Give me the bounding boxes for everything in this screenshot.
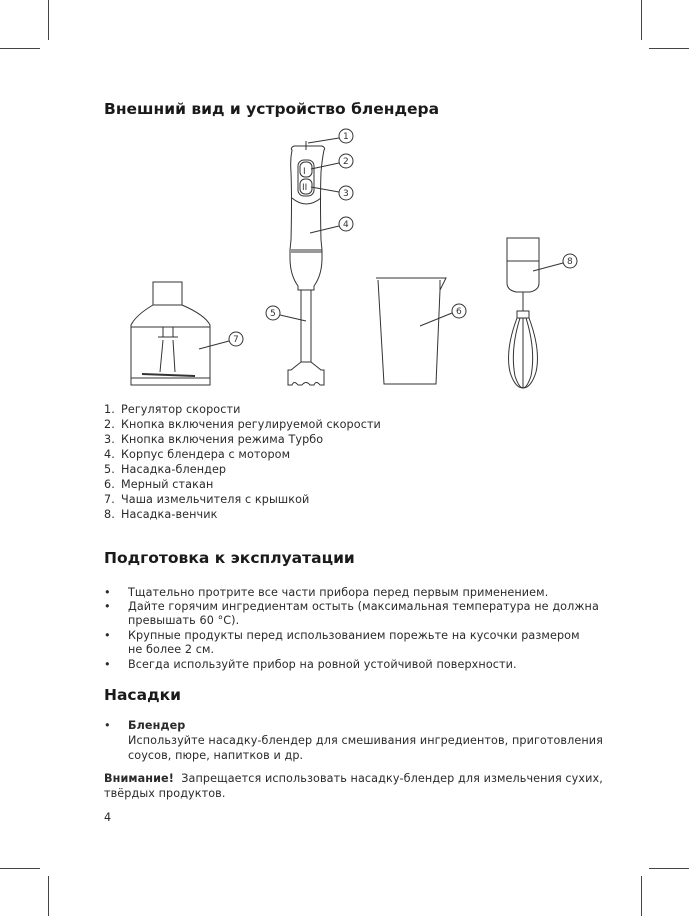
list-item: Чаша измельчителя с крышкой — [121, 493, 310, 506]
warning — [104, 772, 603, 787]
callout-2 — [311, 154, 353, 169]
button-mark-2: II — [302, 183, 308, 193]
warning-label: Внимание! — [104, 772, 174, 785]
section-title-appearance: Внешний вид и устройство блендера — [104, 100, 440, 118]
list-item: Кнопка включения режима Турбо — [121, 433, 324, 446]
bullet-text: Всегда используйте прибор на ровной устойчивой поверхности. — [128, 658, 517, 671]
list-item: Регулятор скорости — [121, 403, 241, 416]
attachment-title: Блендер — [128, 719, 186, 732]
bullet-text: Дайте горячим ингредиентам остыть (максимальная температура не должна — [128, 600, 599, 613]
list-number: 1. — [104, 403, 115, 416]
list-number: 7. — [104, 493, 115, 506]
chopper-bowl-drawing — [131, 282, 210, 385]
callout-1 — [308, 129, 353, 143]
bullet-text: Тщательно протрите все части прибора перед первым применением. — [128, 586, 549, 599]
svg-text:7: 7 — [233, 335, 239, 345]
svg-text:1: 1 — [343, 132, 349, 142]
svg-text:5: 5 — [270, 309, 276, 319]
list-number: 4. — [104, 448, 115, 461]
attachment-text: соусов, пюре, напитков и др. — [128, 749, 304, 762]
list-item: Насадка-венчик — [121, 508, 218, 521]
list-number: 3. — [104, 433, 115, 446]
list-item: Мерный стакан — [121, 478, 214, 491]
bullet: • — [104, 629, 111, 642]
svg-text:6: 6 — [456, 307, 462, 317]
warning-text: Запрещается использовать насадку-блендер для измельчения сухих, — [181, 772, 603, 785]
bullet: • — [104, 600, 111, 613]
callout-4 — [310, 217, 353, 233]
button-mark-1: I — [303, 167, 306, 177]
attachment-text: Используйте насадку-блендер для смешивания ингредиентов, приготовления — [128, 734, 603, 747]
svg-text:8: 8 — [567, 257, 573, 267]
callout-5 — [266, 306, 306, 321]
list-number: 5. — [104, 463, 115, 476]
list-item: Корпус блендера с мотором — [121, 448, 291, 461]
callout-8 — [533, 254, 577, 271]
callout-6 — [420, 304, 466, 326]
list-item: Кнопка включения регулируемой скорости — [121, 418, 381, 431]
bullet: • — [104, 658, 111, 671]
svg-text:4: 4 — [343, 220, 349, 230]
section-title-attachments: Насадки — [104, 686, 181, 704]
svg-text:3: 3 — [343, 189, 349, 199]
list-item: Насадка-блендер — [121, 463, 227, 476]
bullet-text: не более 2 см. — [128, 643, 215, 656]
measuring-beaker-drawing — [376, 278, 446, 384]
whisk-drawing — [507, 238, 539, 388]
bullet: • — [104, 719, 111, 732]
callout-7 — [199, 332, 243, 349]
callout-3 — [311, 186, 353, 200]
page-number: 4 — [104, 811, 112, 824]
svg-text:2: 2 — [343, 157, 349, 167]
hand-blender-drawing — [288, 141, 325, 385]
warning-text-continued: твёрдых продуктов. — [104, 787, 226, 800]
bullet: • — [104, 586, 111, 599]
bullet-text: превышать 60 °C). — [128, 614, 240, 627]
section-title-preparation: Подготовка к эксплуатации — [104, 549, 355, 567]
bullet-text: Крупные продукты перед использованием порежьте на кусочки размером — [128, 629, 580, 642]
list-number: 8. — [104, 508, 115, 521]
list-number: 6. — [104, 478, 115, 491]
list-number: 2. — [104, 418, 115, 431]
